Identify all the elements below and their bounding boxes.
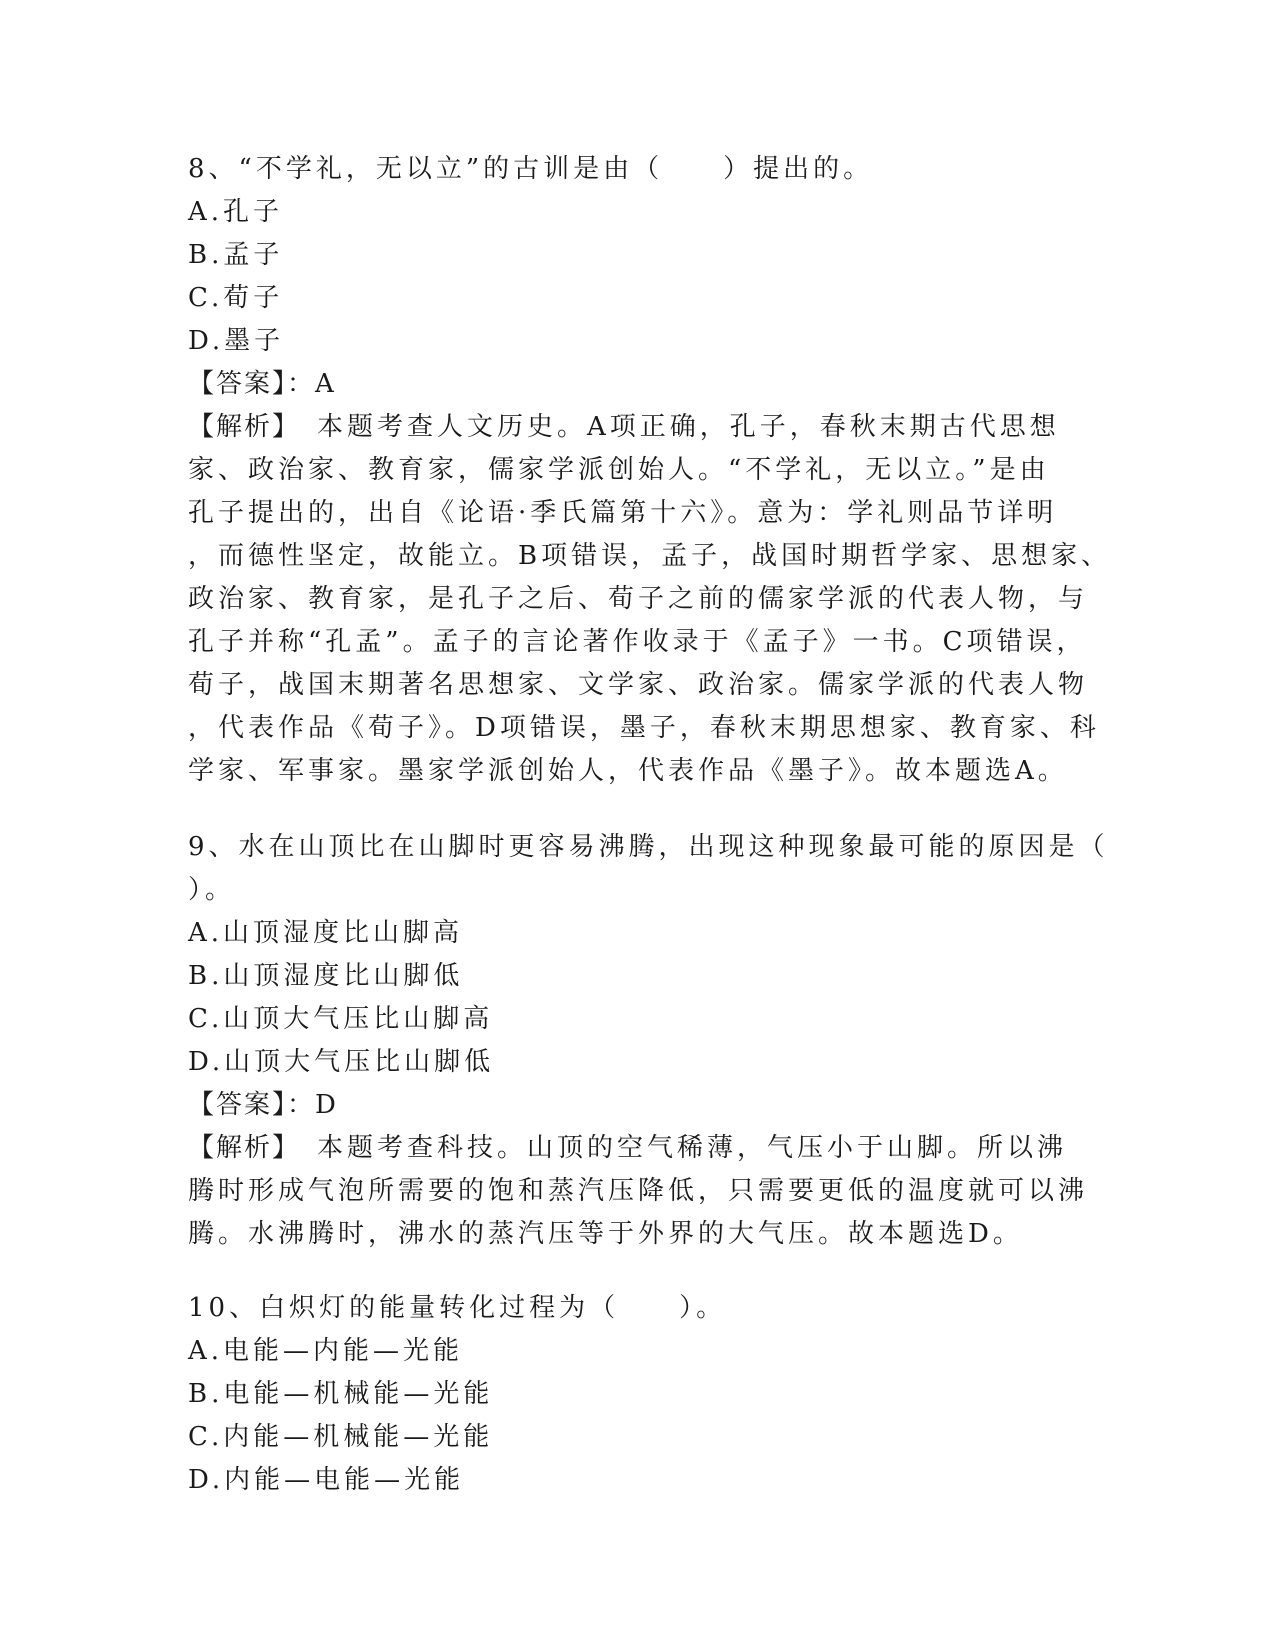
analysis-text: 本题考查科技。山顶的空气稀薄，气压小于山脚。所以沸: [287, 1133, 1068, 1163]
analysis-block: [188, 406, 1112, 793]
analysis-line: 学家、军事家。墨家学派创始人，代表作品《墨子》。故本题选A。: [188, 756, 1068, 786]
option-a: A.孔子: [188, 197, 284, 227]
answer-label: 【答案】：: [188, 369, 316, 399]
option-c: C.山顶大气压比山脚高: [188, 1004, 494, 1034]
analysis-line: 孔子并称“孔孟”。孟子的言论著作收录于《孟子》一书。C项错误，: [188, 627, 1087, 657]
analysis-line: 孔子提出的，出自《论语·季氏篇第十六》。意为：学礼则品节详明: [188, 498, 1058, 528]
answer-value: D: [315, 1090, 340, 1120]
answer-value: A: [315, 369, 338, 399]
option-a: A.电能—内能—光能: [188, 1336, 464, 1366]
question-stem: 9、水在山顶比在山脚时更容易沸腾，出现这种现象最可能的原因是（: [188, 832, 1109, 862]
analysis-label: 【解析】: [188, 412, 288, 442]
analysis-line: [188, 1127, 1088, 1170]
analysis-line: 腾时形成气泡所需要的饱和蒸汽压降低，只需要更低的温度就可以沸: [188, 1176, 1089, 1206]
analysis-line: ，而德性坚定，故能立。B项错误，孟子，战国时期哲学家、思想家、: [188, 541, 1112, 571]
answer-line: [188, 363, 1088, 406]
question-stem: 10、白炽灯的能量转化过程为（ ）。: [188, 1293, 727, 1323]
analysis-line: 腾。水沸腾时，沸水的蒸汽压等于外界的大气压。故本题选D。: [188, 1219, 1023, 1249]
question-stem-continued: ）。: [188, 875, 236, 905]
question-stem: 8、“不学礼，无以立”的古训是由（ ）提出的。: [188, 154, 874, 184]
answer-label: 【答案】：: [188, 1090, 316, 1120]
option-a: A.山顶湿度比山脚高: [188, 918, 464, 948]
option-b: B.电能—机械能—光能: [188, 1379, 494, 1409]
option-b: B.孟子: [188, 240, 284, 270]
option-b: B.山顶湿度比山脚低: [188, 961, 464, 991]
analysis-line: [188, 406, 1088, 449]
option-d: D.墨子: [188, 326, 285, 356]
answer-line: [188, 1084, 1088, 1127]
analysis-line: ，代表作品《荀子》。D项错误，墨子，春秋末期思想家、教育家、科: [188, 713, 1100, 743]
analysis-block: [188, 1127, 1088, 1256]
option-d: D.山顶大气压比山脚低: [188, 1047, 495, 1077]
question-10: [188, 1287, 1088, 1502]
question-9: [188, 826, 1109, 1256]
question-8: [188, 148, 1112, 793]
option-d: D.内能—电能—光能: [188, 1465, 465, 1495]
analysis-line: 政治家、教育家，是孔子之后、荀子之前的儒家学派的代表人物，与: [188, 584, 1089, 614]
analysis-text: 本题考查人文历史。A项正确，孔子，春秋末期古代思想: [287, 412, 1060, 442]
option-c: C.内能—机械能—光能: [188, 1422, 494, 1452]
option-c: C.荀子: [188, 283, 284, 313]
analysis-line: 家、政治家、教育家，儒家学派创始人。“不学礼，无以立。”是由: [188, 455, 1050, 485]
analysis-label: 【解析】: [188, 1133, 288, 1163]
analysis-line: 荀子，战国末期著名思想家、文学家、政治家。儒家学派的代表人物: [188, 670, 1089, 700]
